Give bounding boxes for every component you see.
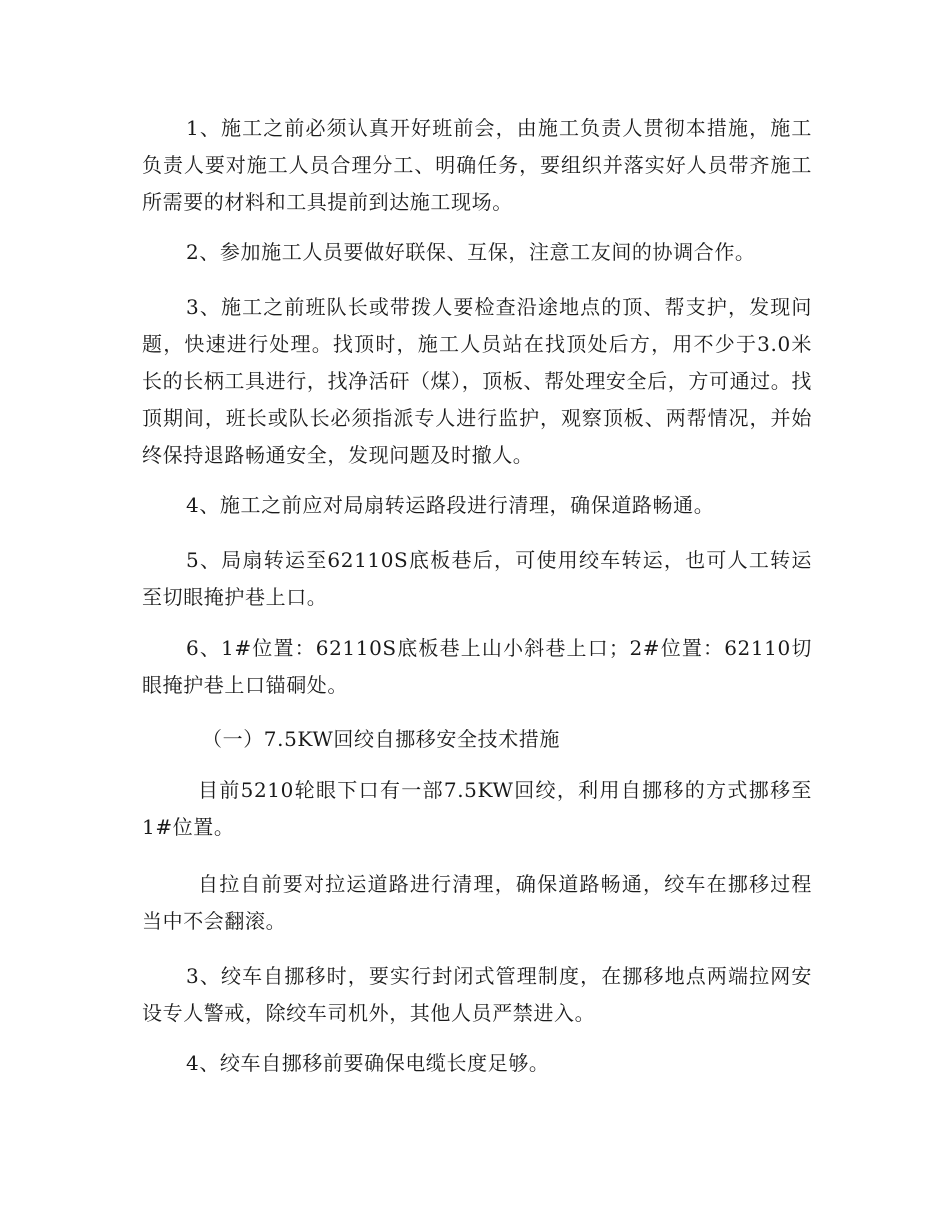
paragraph-item-7: 目前5210轮眼下口有一部7.5KW回绞，利用自挪移的方式挪移至1#位置。 <box>142 778 812 839</box>
paragraph-item-6: 6、1#位置：62110S底板巷上山小斜巷上口；2#位置：62110切眼掩护巷上口锚硐处。 <box>142 636 812 697</box>
paragraph-item-8: 自拉自前要对拉运道路进行清理，确保道路畅通，绞车在挪移过程当中不会翻滚。 <box>142 872 812 933</box>
paragraph-item-3: 3、施工之前班队长或带拨人要检查沿途地点的顶、帮支护，发现问题，快速进行处理。找顶时，施工人员站在找顶处后方，用不少于3.0米长的长柄工具进行，找净活矸（煤），顶板、帮处理安全后，方可通过。找顶期间，班长或队长必须指派专人进行监护，观察顶板、两帮情况，并始终保持退路畅通安全，发现问题及时撤人。 <box>142 295 812 467</box>
paragraph-item-2: 2、参加施工人员要做好联保、互保，注意工友间的协调合作。 <box>186 240 756 264</box>
section-heading: （一）7.5KW回绞自挪移安全技术措施 <box>202 727 560 751</box>
paragraph-item-1: 1、施工之前必须认真开好班前会，由施工负责人贯彻本措施，施工负责人要对施工人员合理分工、明确任务，要组织并落实好人员带齐施工所需要的材料和工具提前到达施工现场。 <box>142 116 812 214</box>
paragraph-item-10: 4、绞车自挪移前要确保电缆长度足够。 <box>186 1051 550 1075</box>
paragraph-item-9: 3、绞车自挪移时，要实行封闭式管理制度，在挪移地点两端拉网安设专人警戒，除绞车司机外，其他人员严禁进入。 <box>142 964 812 1025</box>
paragraph-item-4: 4、施工之前应对局扇转运路段进行清理，确保道路畅通。 <box>186 493 715 517</box>
paragraph-item-5: 5、局扇转运至62110S底板巷后，可使用绞车转运，也可人工转运至切眼掩护巷上口。 <box>142 548 812 609</box>
